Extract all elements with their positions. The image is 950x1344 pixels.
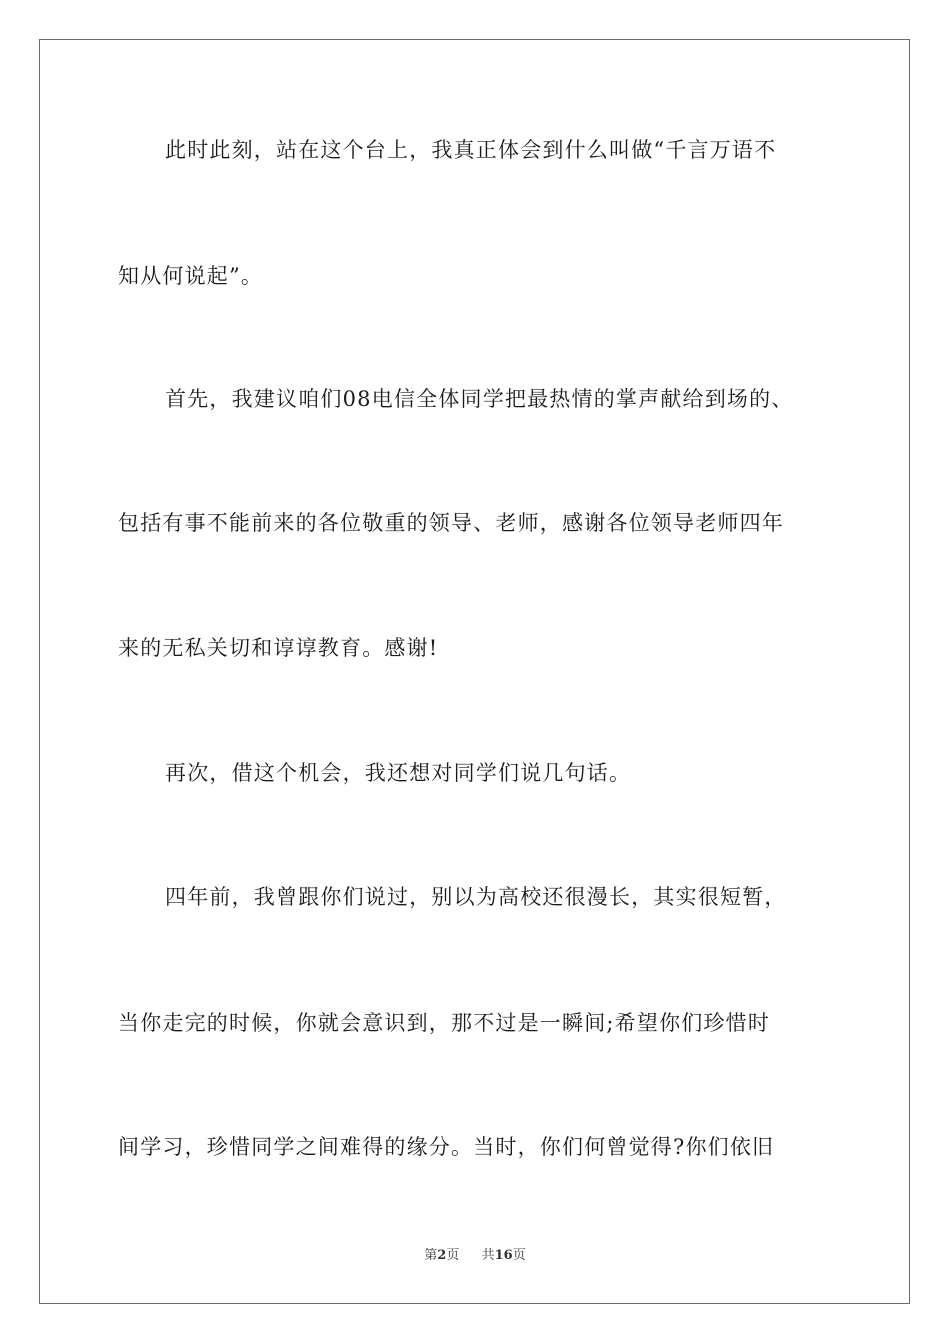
paragraph-2-line-2: 包括有事不能前来的各位敬重的领导、老师，感谢各位领导老师四年 <box>118 511 784 535</box>
page-footer <box>0 1247 950 1265</box>
page-frame <box>39 39 910 1304</box>
paragraph-4-line-2: 当你走完的时候，你就会意识到，那不过是一瞬间;希望你们珍惜时 <box>118 1011 771 1035</box>
total-pages-prefix: 共 <box>481 1248 495 1263</box>
paragraph-4-line-1: 四年前，我曾跟你们说过，别以为高校还很漫长，其实很短暂， <box>165 885 787 909</box>
paragraph-4-line-3: 间学习，珍惜同学之间难得的缘分。当时，你们何曾觉得?你们依旧 <box>118 1135 775 1159</box>
page-number: 2 <box>437 1248 447 1263</box>
page-number-suffix: 页 <box>446 1248 460 1263</box>
page-number-prefix: 第 <box>424 1248 438 1263</box>
paragraph-2-line-3: 来的无私关切和谆谆教育。感谢! <box>118 636 439 660</box>
total-pages-suffix: 页 <box>512 1248 526 1263</box>
paragraph-3-line-1: 再次，借这个机会，我还想对同学们说几句话。 <box>165 761 632 785</box>
paragraph-1-line-2: 知从何说起”。 <box>118 264 264 288</box>
paragraph-2-line-1: 首先，我建议咱们08电信全体同学把最热情的掌声献给到场的、 <box>165 387 794 411</box>
total-pages: 16 <box>494 1248 513 1263</box>
paragraph-1-line-1: 此时此刻，站在这个台上，我真正体会到什么叫做“千言万语不 <box>165 138 777 162</box>
